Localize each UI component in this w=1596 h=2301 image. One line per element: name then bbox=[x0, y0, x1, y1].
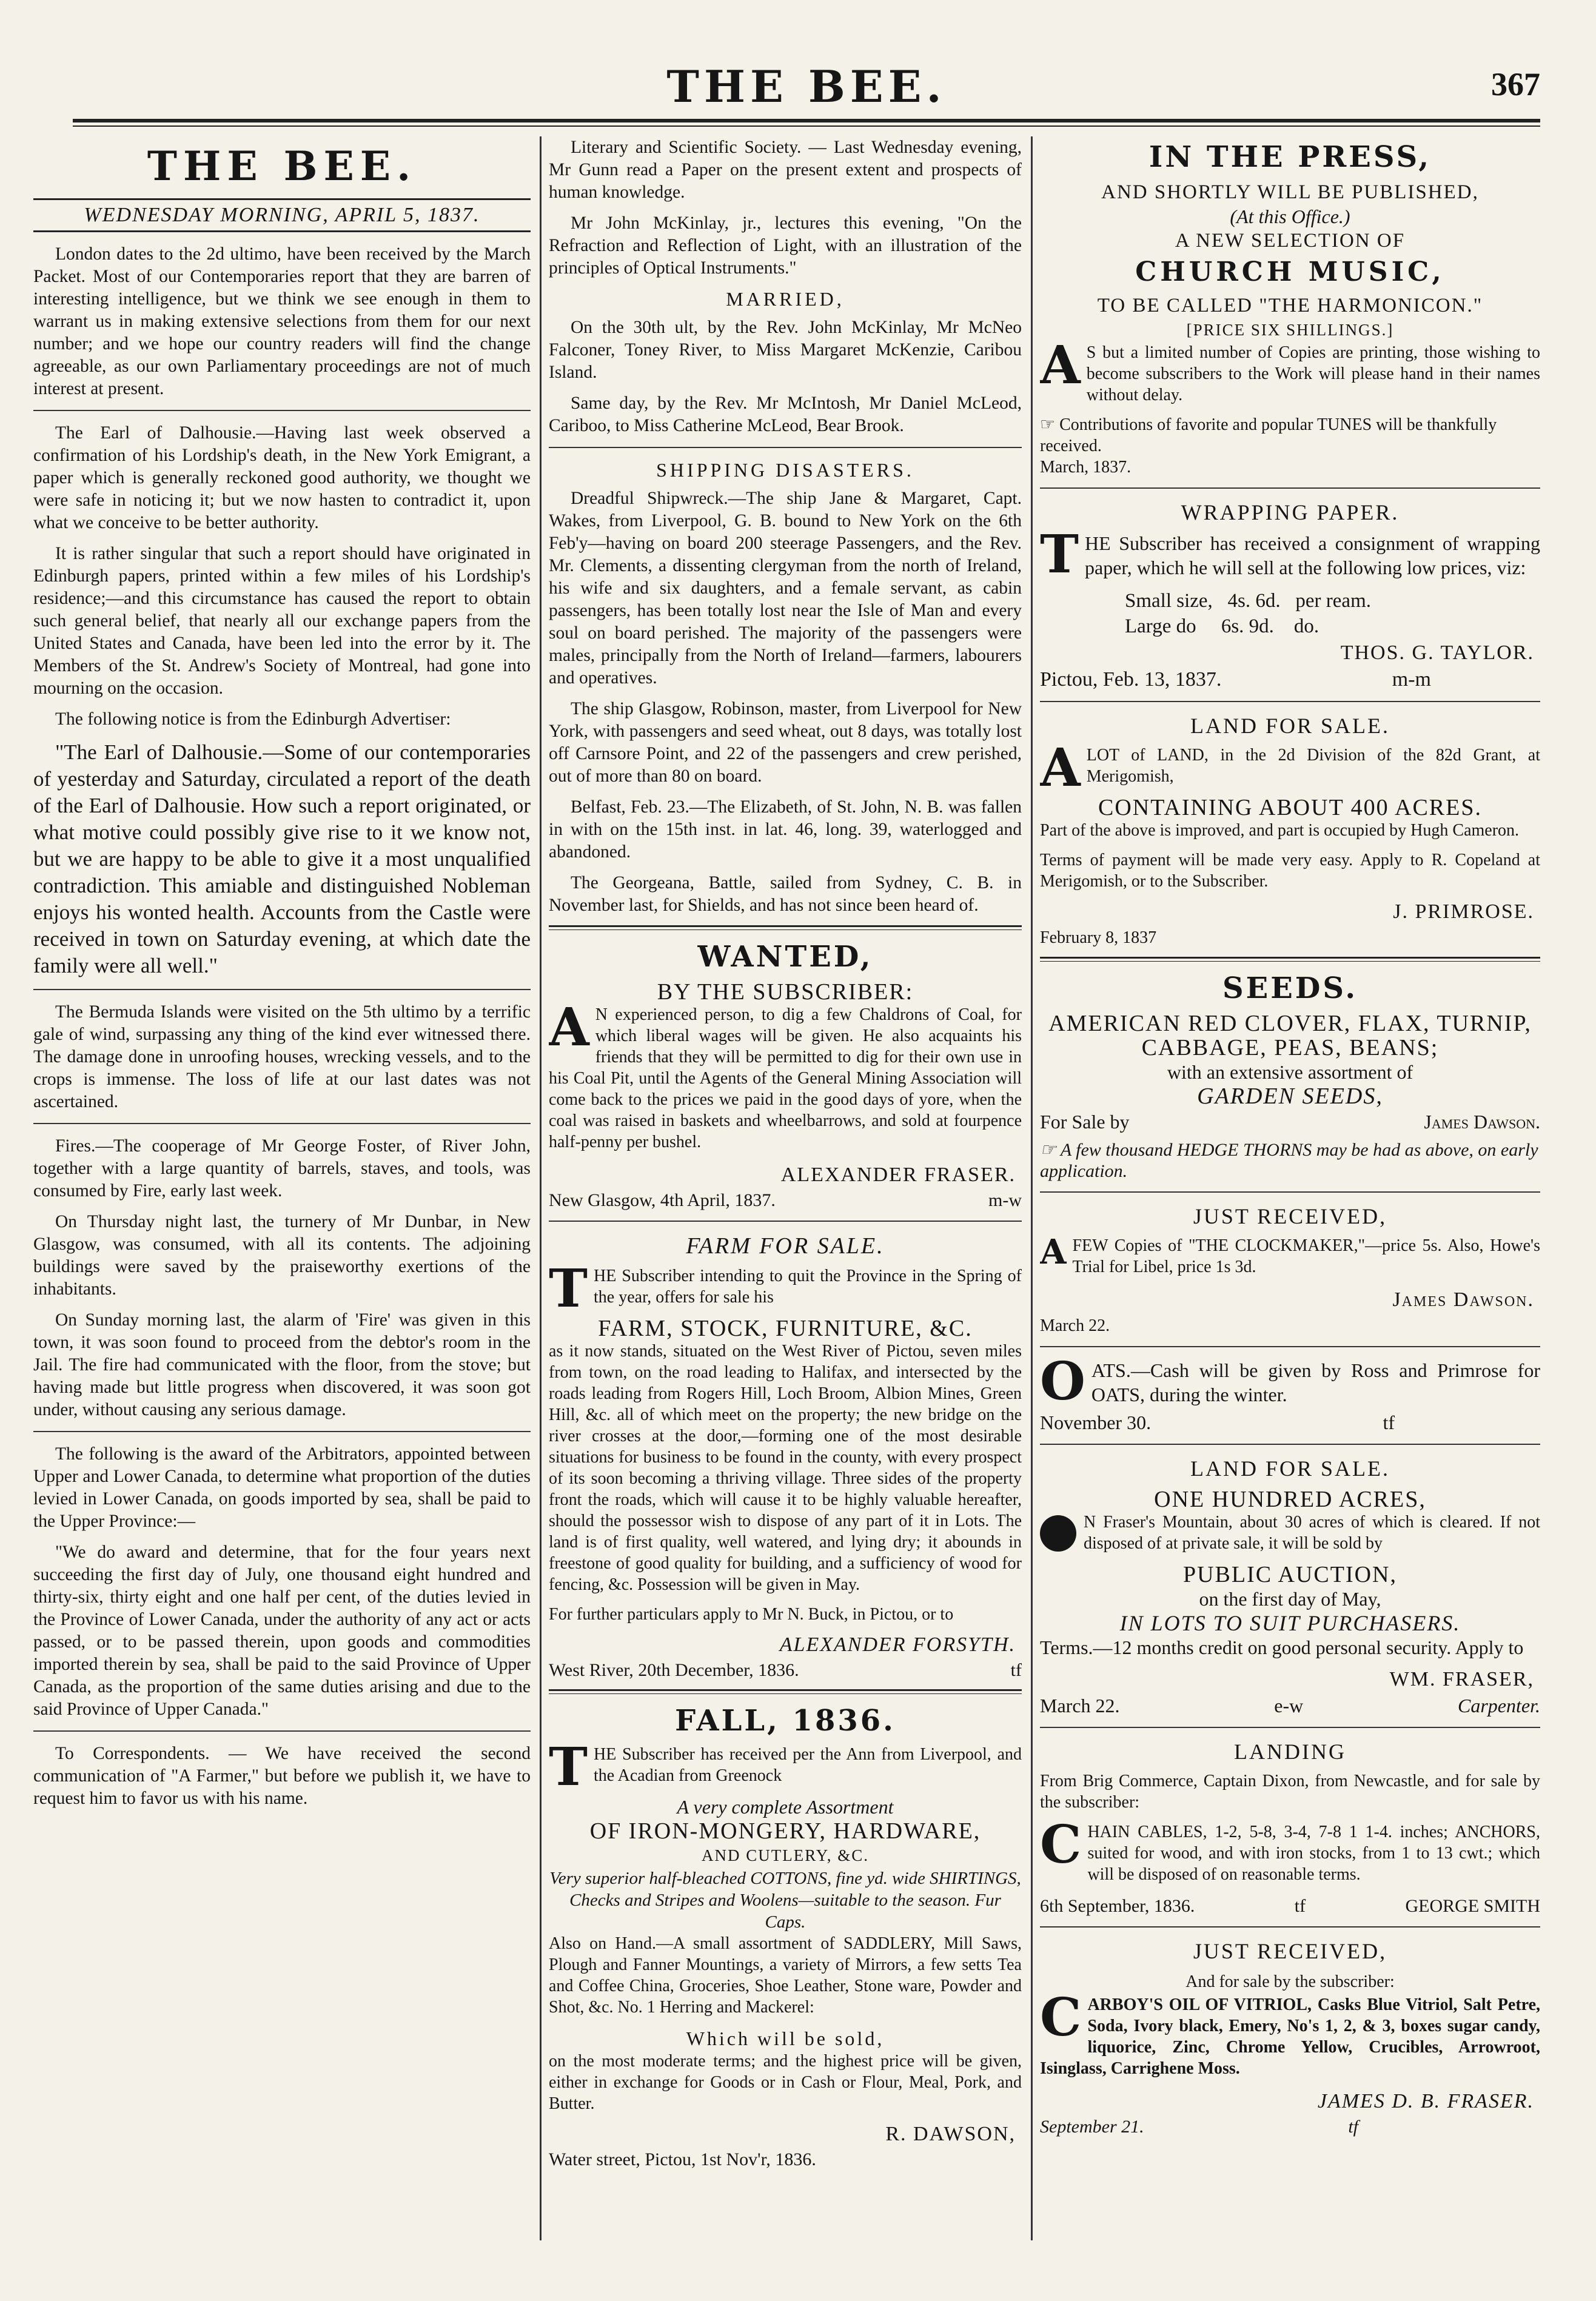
ad-body: HE Subscriber intending to quit the Province in the Spring of the year, offers for sale his bbox=[594, 1267, 1022, 1307]
ad-heading: JUST RECEIVED, bbox=[1193, 1204, 1387, 1228]
ad-code: e-w bbox=[1274, 1695, 1304, 1717]
shipping-item: Belfast, Feb. 23.—The Elizabeth, of St. John, N. B. was fallen in with on the 15th inst. in lat. 46, long. 39, waterlogged and abandoned. bbox=[549, 797, 1022, 862]
ad-heading: JUST RECEIVED, bbox=[1193, 1939, 1387, 1963]
divider bbox=[1040, 1444, 1540, 1445]
ad-body: HE Subscriber has received per the Ann from Liverpool, and the Acadian from Greenock bbox=[594, 1745, 1022, 1785]
page-number: 367 bbox=[1491, 66, 1540, 102]
ad-line: [PRICE SIX SHILLINGS.] bbox=[1186, 321, 1394, 339]
drop-cap: A bbox=[1040, 1232, 1067, 1272]
ad-body: S but a limited number of Copies are printing, those wishing to become subscribers to the Work will please hand in their names without delay. bbox=[1086, 343, 1540, 404]
ad-body: FEW Copies of "THE CLOCKMAKER,"—price 5s. Also, Howe's Trial for Libel, price 1s 3d. bbox=[1072, 1236, 1540, 1276]
ad-place-date: West River, 20th December, 1836. bbox=[549, 1660, 799, 1680]
ad-dateline bbox=[549, 1660, 1022, 1681]
quote-block bbox=[33, 739, 531, 979]
ad-subheading: BY THE SUBSCRIBER: bbox=[657, 979, 914, 1005]
ad-place-date: September 21. bbox=[1040, 2117, 1144, 2137]
ad-heading: LANDING bbox=[1234, 1740, 1346, 1764]
ad-line: AND SHORTLY WILL BE PUBLISHED, bbox=[1101, 181, 1479, 203]
divider bbox=[33, 1123, 531, 1124]
divider bbox=[33, 1730, 531, 1732]
ad-signature: J. PRIMROSE. bbox=[1393, 900, 1534, 923]
ad-code: tf bbox=[1348, 2117, 1358, 2137]
ad-heading: WANTED, bbox=[697, 940, 873, 974]
divider bbox=[1040, 957, 1540, 962]
pointing-hand-icon: ☞ bbox=[1040, 1140, 1061, 1160]
ad-dateline bbox=[549, 1190, 1022, 1211]
ad-land-for-sale-2 bbox=[1040, 1456, 1540, 1717]
ad-line: (At this Office.) bbox=[1230, 206, 1350, 227]
drop-cap: A bbox=[1040, 737, 1081, 799]
ad-body: N Fraser's Mountain, about 30 acres of which is cleared. If not disposed of at private sale, it will be sold by bbox=[1084, 1513, 1540, 1553]
ad-just-received-2 bbox=[1040, 1938, 1540, 2137]
column-divider bbox=[540, 136, 542, 2240]
ad-line: AMERICAN RED CLOVER, FLAX, TURNIP, CABBAGE, PEAS, BEANS; bbox=[1048, 1011, 1532, 1060]
ad-line: A NEW SELECTION OF bbox=[1175, 230, 1406, 252]
divider bbox=[1040, 1191, 1540, 1193]
ad-signature: James Dawson. bbox=[1424, 1111, 1540, 1133]
ad-line: TO BE CALLED "THE HARMONICON." bbox=[1097, 295, 1483, 317]
article-dalhousie: It is rather singular that such a report should have originated in Edinburgh papers, printed within a few miles of his Lordship's residence;—and this circumstance has caused the report to obtain such general belief, that nearly all our exchange papers from the United States and Canada, have been led into the error by it. The Members of the St. Andrew's Society of Montreal, had gone into mourning on the occasion. bbox=[33, 544, 531, 698]
ad-code: tf bbox=[1010, 1660, 1022, 1680]
drop-cap: T bbox=[1040, 524, 1079, 585]
ad-line: IN LOTS TO SUIT PURCHASERS. bbox=[1119, 1611, 1461, 1635]
ad-date: March, 1837. bbox=[1040, 458, 1132, 477]
ad-line: GARDEN SEEDS, bbox=[1197, 1084, 1383, 1109]
column-divider bbox=[1031, 136, 1033, 2240]
column-2 bbox=[549, 136, 1022, 2240]
ad-line: OF IRON-MONGERY, HARDWARE, bbox=[589, 1818, 981, 1844]
article-fires: On Thursday night last, the turnery of Mr Dunbar, in New Glasgow, was consumed, with all its contents. The adjoining buildings were saved by the praiseworthy exertions of the inhabitants. bbox=[33, 1212, 531, 1299]
drop-cap-o-icon bbox=[1040, 1515, 1076, 1552]
shipping-item: The ship Glasgow, Robinson, master, from Liverpool for New York, with passengers and seed wheat, out 8 days, was totally lost off Carnsore Point, and 22 of the passengers and crew perished, out of more than 80 on board. bbox=[549, 699, 1022, 786]
ad-heading: FALL, 1836. bbox=[675, 1704, 896, 1738]
ad-date: February 8, 1837 bbox=[1040, 928, 1157, 947]
masthead bbox=[73, 61, 1540, 133]
pointing-hand-icon: ☞ bbox=[1040, 415, 1060, 434]
ad-place-date: 6th September, 1836. bbox=[1040, 1896, 1195, 1916]
ad-line: Very superior half-bleached COTTONS, fine yd. wide SHIRTINGS, Checks and Stripes and Woolens—suitable to the season. Fur Caps. bbox=[549, 1869, 1021, 1932]
ad-place-date: November 30. bbox=[1040, 1412, 1152, 1433]
ad-landing bbox=[1040, 1739, 1540, 1917]
ad-dateline bbox=[1040, 1896, 1540, 1917]
ad-signature: ALEXANDER FRASER. bbox=[780, 1164, 1016, 1186]
drop-cap: O bbox=[1040, 1351, 1085, 1412]
ad-dateline bbox=[1040, 2117, 1540, 2137]
ad-body: For further particulars apply to Mr N. Buck, in Pictou, or to bbox=[549, 1605, 954, 1624]
divider bbox=[1040, 487, 1540, 489]
ad-dateline bbox=[1040, 1695, 1540, 1717]
ad-body: Terms of payment will be made very easy. Apply to R. Copeland at Merigomish, or to the Subscriber. bbox=[1040, 851, 1540, 891]
article-fires: Fires.—The cooperage of Mr George Foster, of River John, together with a large quantity of barrels, staves, and tools, was consumed by Fire, early last week. bbox=[33, 1136, 531, 1201]
drop-cap: T bbox=[549, 1737, 588, 1798]
divider bbox=[1040, 1926, 1540, 1928]
ad-place-date: Pictou, Feb. 13, 1837. bbox=[1040, 668, 1222, 691]
ad-just-received-1 bbox=[1040, 1204, 1540, 1336]
drop-cap: T bbox=[549, 1258, 588, 1319]
ad-land-for-sale-1 bbox=[1040, 713, 1540, 948]
ad-dateline bbox=[1040, 1412, 1540, 1434]
shipping-item: The Georgeana, Battle, sailed from Sydney, C. B. in November last, for Shields, and has not since been heard of. bbox=[549, 873, 1022, 915]
divider bbox=[1040, 1346, 1540, 1347]
divider bbox=[549, 1689, 1022, 1694]
ad-body: Contributions of favorite and popular TUNES will be thankfully received. bbox=[1040, 415, 1497, 455]
ad-sale-label: For Sale by bbox=[1040, 1111, 1130, 1133]
ad-trade: Carpenter. bbox=[1457, 1695, 1540, 1717]
ad-body: From Brig Commerce, Captain Dixon, from Newcastle, and for sale by the subscriber: bbox=[1040, 1772, 1540, 1812]
ad-dateline bbox=[1040, 668, 1540, 691]
ad-headline: CONTAINING ABOUT 400 ACRES. bbox=[1098, 795, 1482, 820]
dateline: WEDNESDAY MORNING, APRIL 5, 1837. bbox=[33, 198, 531, 232]
ad-code: tf bbox=[1383, 1412, 1395, 1433]
ad-subheading: And for sale by the subscriber: bbox=[1185, 1972, 1395, 1991]
ad-body: ARBOY'S OIL OF VITRIOL, Casks Blue Vitriol, Salt Petre, Soda, Ivory black, Emery, No's 1, 2, & 3, boxes sugar candy, liquorice, Zinc, Chrome Yellow, Crucibles, Arrowroot, Isinglass, Carrighene Moss. bbox=[1040, 1995, 1540, 2078]
article-award: "We do award and determine, that for the four years next succeeding the first day of July, one thousand eight hundred and thirty-six, thirty eight and one half per cent, of the duties levied in the Province of Lower Canada, under the authority of any act or acts passed, or to be passed therein, upon goods and commodities imported therein by sea, shall be paid to the said Province of Upper Canada, as the proportion of the same duties arising and due to the said Province of Upper Canada." bbox=[33, 1542, 531, 1719]
price-row: Large do 6s. 9d. do. bbox=[1125, 615, 1319, 637]
ad-code: m-w bbox=[988, 1190, 1022, 1210]
ad-in-the-press bbox=[1040, 140, 1540, 478]
article-london-dates: London dates to the 2d ultimo, have been received by the March Packet. Most of our Contemporaries report that they are barren of interesting intelligence, but we think we see enough in them to warrant us in making extensive selections from them for our next number; and we hope our country readers will find the change agreeable, as our own Parliamentary proceedings are not of much interest at present. bbox=[33, 244, 531, 398]
ad-subheading: ONE HUNDRED ACRES, bbox=[1154, 1487, 1426, 1512]
drop-cap: A bbox=[1040, 335, 1081, 396]
ad-signature: James Dawson. bbox=[1392, 1288, 1534, 1311]
ad-farm-for-sale bbox=[549, 1233, 1022, 1681]
ad-oats bbox=[1040, 1351, 1540, 1434]
ad-signature: JAMES D. B. FRASER. bbox=[1317, 2090, 1534, 2112]
ad-body: Part of the above is improved, and part is occupied by Hugh Cameron. bbox=[1040, 821, 1520, 840]
article-dalhousie: The Earl of Dalhousie.—Having last week observed a confirmation of his Lordship's death, in the New York Emigrant, a paper which is generally reckoned good authority, we thought we were safe in noticing it; but we now hasten to contradict it, upon what we conceive to be better authority. bbox=[33, 423, 531, 532]
ad-wanted bbox=[549, 940, 1022, 1211]
shipping-item: Dreadful Shipwreck.—The ship Jane & Margaret, Capt. Wakes, from Liverpool, G. B. bound to New York on the 6th Feb'y—having on board 200 steerage Passengers, and the Rev. Mr. Clements, a dissenting clergyman from the north of Ireland, his wife and six daughters, and a female servant, as cabin passengers, has been totally lost near the Isle of Man and every soul on board perished. The majority of the passengers were males, principally from the North of Ireland—farmers, labourers and operatives. bbox=[549, 489, 1022, 688]
ad-signature: WM. FRASER, bbox=[1389, 1668, 1534, 1690]
article-bermuda: The Bermuda Islands were visited on the 5th ultimo by a terrific gale of wind, surpassing any thing of the kind ever witnessed there. The damage done in unroofing houses, wrecking vessels, and to the crops is immense. The loss of life at our last dates was not ascertained. bbox=[33, 1002, 531, 1111]
ad-seeds bbox=[1040, 971, 1540, 1182]
divider bbox=[549, 1221, 1022, 1222]
ad-body: HE Subscriber has received a consignment of wrapping paper, which he will sell at the following low prices, viz: bbox=[1085, 532, 1540, 578]
divider bbox=[549, 925, 1022, 930]
divider bbox=[549, 447, 1022, 448]
ad-dateline bbox=[549, 2149, 1022, 2170]
ad-heading: FARM FOR SALE. bbox=[686, 1233, 885, 1259]
ad-date: March 22. bbox=[1040, 1316, 1110, 1335]
masthead-title: THE BEE. bbox=[666, 61, 947, 112]
married-heading: MARRIED, bbox=[726, 288, 845, 310]
ad-body: Also on Hand.—A small assortment of SADDLERY, Mill Saws, Plough and Fanner Mountings, a variety of Mirrors, a few setts Tea and Coffee China, Groceries, Shoe Leather, Stone ware, Powder and Shot, &c. No. 1 Herring and Mackerel: bbox=[549, 1934, 1022, 2017]
article-fires: On Sunday morning last, the alarm of 'Fire' was given in this town, it was soon found to proceed from the debtor's room in the Jail. The fire had communicated with the floor, from the stove; but having made but little progress when discovered, it was soon got under, without causing any serious damage. bbox=[33, 1310, 531, 1419]
article-award: The following is the award of the Arbitrators, appointed between Upper and Lower Canada, to determine what proportion of the duties levied in Lower Canada, on goods imported by sea, shall be paid to the Upper Province:— bbox=[33, 1444, 531, 1531]
ad-line: on the first day of May, bbox=[1199, 1588, 1381, 1610]
ad-body: N experienced person, to dig a few Chaldrons of Coal, for which liberal wages will be given. He also acquaints his friends that they will be permitted to dig for their own use in his Coal Pit, until the Agents of the General Mining Association will come back to the prices we paid in the good days of yore, when the coal was raised in baskets and wheelbarrows, and sold at fourpence half-penny per bushel. bbox=[549, 1005, 1022, 1151]
column-3 bbox=[1040, 136, 1540, 2240]
ad-place-date: New Glasgow, 4th April, 1837. bbox=[549, 1190, 776, 1210]
ad-body: as it now stands, situated on the West River of Pictou, seven miles from town, on the road leading to Halifax, and intersected by the roads leading from Rogers Hill, Loch Broom, Albion Mines, Green Hill, &c. all of which meet on the property; the new bridge on the river crosses at the door,—forming one of the most desirable situations for business to be found in the county, with every prospect of its soon becoming a thriving village. Three sides of the property front the roads, which will cause it to be highly valuable hereafter, should the possessor wish to dispose of any part of it in Lots. The land is of first quality, well watered, and lying dry; it abounds in freestone of good quality for building, and a sufficiency of wood for fencing, &c. Possession will be given in May. bbox=[549, 1342, 1022, 1594]
ad-body: HAIN CABLES, 1-2, 5-8, 3-4, 7-8 1 1-4. inches; ANCHORS, suited for wood, and with iron stocks, from 1 to 13 cwt.; which will be disposed of on reasonable terms. bbox=[1087, 1823, 1540, 1884]
ad-body: on the most moderate terms; and the highest price will be given, either in exchange for Goods or in Cash or Flour, Meal, Pork, and Butter. bbox=[549, 2052, 1022, 2113]
ad-headline: FARM, STOCK, FURNITURE, &C. bbox=[598, 1316, 973, 1341]
ad-body: LOT of LAND, in the 2d Division of the 82d Grant, at Merigomish, bbox=[1086, 746, 1540, 786]
drop-cap: A bbox=[549, 997, 589, 1058]
ad-signature: ALEXANDER FORSYTH. bbox=[779, 1633, 1016, 1656]
drop-cap: C bbox=[1040, 1814, 1082, 1875]
article-correspondents: To Correspondents. — We have received the second communication of "A Farmer," but before we publish it, we have to request him to favor us with his name. bbox=[33, 1744, 531, 1808]
article-dalhousie: The following notice is from the Edinburgh Advertiser: bbox=[55, 709, 451, 729]
ad-line: Which will be sold, bbox=[686, 2028, 885, 2049]
drop-cap: C bbox=[1040, 1987, 1082, 2048]
ad-sale-row bbox=[1040, 1111, 1540, 1133]
ad-fall-1836 bbox=[549, 1704, 1022, 2170]
ad-signature: GEORGE SMITH bbox=[1405, 1896, 1540, 1916]
shipping-heading: SHIPPING DISASTERS. bbox=[656, 459, 914, 481]
ad-heading: WRAPPING PAPER. bbox=[1181, 500, 1400, 524]
ad-code: m-m bbox=[1392, 668, 1431, 691]
divider bbox=[33, 410, 531, 411]
ad-body: ATS.—Cash will be given by Ross and Primrose for OATS, during the winter. bbox=[1091, 1359, 1540, 1405]
marriage-notice: Same day, by the Rev. Mr McIntosh, Mr Daniel McLeod, Cariboo, to Miss Catherine McLeod, Bear Brook. bbox=[549, 394, 1022, 435]
column-1 bbox=[33, 136, 531, 2240]
ad-line: A very complete Assortment bbox=[677, 1796, 894, 1818]
ad-note bbox=[1040, 1139, 1540, 1182]
ad-line: PUBLIC AUCTION, bbox=[1182, 1562, 1398, 1587]
price-row: Small size, 4s. 6d. per ream. bbox=[1125, 590, 1371, 612]
marriage-notice: On the 30th ult, by the Rev. John McKinlay, Mr McNeo Falconer, Toney River, to Miss Margaret McKenzie, Caribou Island. bbox=[549, 318, 1022, 382]
ad-body: Terms.—12 months credit on good personal security. Apply to bbox=[1040, 1636, 1524, 1658]
ad-wrapping-paper bbox=[1040, 500, 1540, 691]
article-literary-society: Mr John McKinlay, jr., lectures this evening, "On the Refraction and Reflection of Light, with an illustration of the principles of Optical Instruments." bbox=[549, 213, 1022, 278]
divider bbox=[33, 1431, 531, 1432]
quote-dalhousie: "The Earl of Dalhousie.—Some of our contemporaries of yesterday and Saturday, circulated a report of the death of the Earl of Dalhousie. How such a report originated, or what motive could possibly give rise to it we know not, but we are happy to be able to give it a most unqualified contradiction. This amiable and distinguished Nobleman enjoys his wonted health. Accounts from the Castle were received in town on Saturday evening, at which date the family were all well." bbox=[33, 740, 531, 977]
divider bbox=[33, 989, 531, 990]
ad-heading: SEEDS. bbox=[1222, 971, 1358, 1005]
ad-line: with an extensive assortment of bbox=[1167, 1061, 1413, 1083]
article-literary-society: Literary and Scientific Society. — Last Wednesday evening, Mr Gunn read a Paper on the present extent and prospects of human knowledge. bbox=[549, 138, 1022, 202]
divider bbox=[1040, 701, 1540, 702]
ad-heading: LAND FOR SALE. bbox=[1190, 1456, 1390, 1481]
ad-place-date: Water street, Pictou, 1st Nov'r, 1836. bbox=[549, 2149, 816, 2169]
ad-heading: LAND FOR SALE. bbox=[1190, 714, 1390, 738]
divider bbox=[1040, 1727, 1540, 1728]
ad-headline: CHURCH MUSIC, bbox=[1135, 256, 1445, 287]
ad-note-text: A few thousand HEDGE THORNS may be had as above, on early application. bbox=[1040, 1140, 1538, 1181]
ad-line: AND CUTLERY, &C. bbox=[701, 1846, 870, 1864]
ad-code: tf bbox=[1294, 1896, 1306, 1916]
paper-title: THE BEE. bbox=[147, 142, 417, 190]
ad-signature: THOS. G. TAYLOR. bbox=[1340, 641, 1534, 664]
contributions-note bbox=[1040, 414, 1540, 457]
ad-heading: IN THE PRESS, bbox=[1148, 140, 1432, 174]
ad-place-date: March 22. bbox=[1040, 1695, 1120, 1717]
ad-signature: R. DAWSON, bbox=[885, 2123, 1016, 2145]
masthead-rule bbox=[73, 119, 1540, 127]
